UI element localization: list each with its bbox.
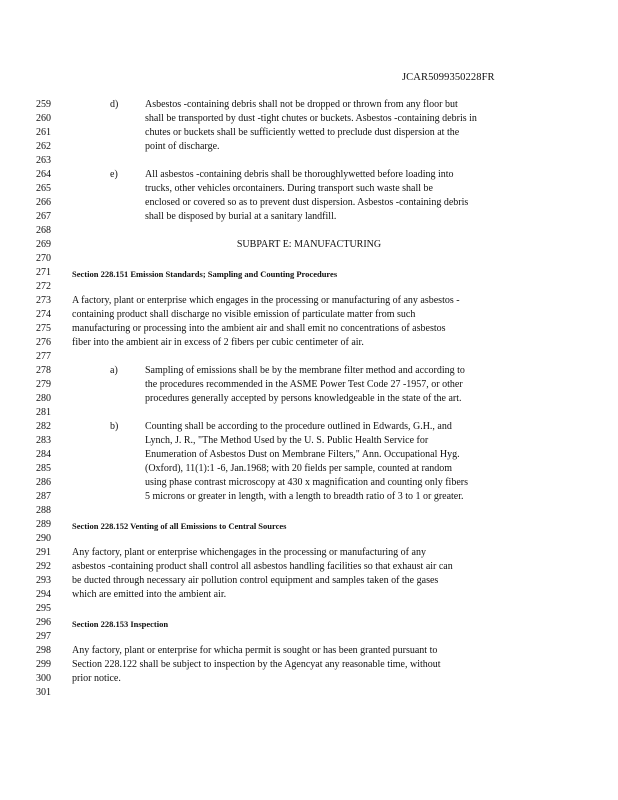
line-number: 267 bbox=[36, 211, 51, 222]
line-number: 269 bbox=[36, 239, 51, 250]
line-number: 275 bbox=[36, 323, 51, 334]
line-number: 289 bbox=[36, 519, 51, 530]
item-b-line: (Oxford), 11(1):1 -6, Jan.1968; with 20 fields per sample, counted at random bbox=[145, 463, 453, 474]
item-e-line: All asbestos -containing debris shall be thoroughlywetted before loading into bbox=[145, 169, 454, 180]
line-number: 291 bbox=[36, 547, 51, 558]
line-number: 272 bbox=[36, 281, 51, 292]
line-number: 297 bbox=[36, 631, 51, 642]
line-number: 300 bbox=[36, 673, 51, 684]
line-number: 262 bbox=[36, 141, 51, 152]
item-e-line: trucks, other vehicles orcontainers. During transport such waste shall be bbox=[145, 183, 433, 194]
section-151-para-line: containing product shall discharge no visible emission of particulate matter from such bbox=[72, 309, 416, 320]
line-number: 263 bbox=[36, 155, 51, 166]
line-number: 301 bbox=[36, 687, 51, 698]
item-d-line: point of discharge. bbox=[145, 141, 220, 152]
line-number: 282 bbox=[36, 421, 51, 432]
section-153-heading: Section 228.153 Inspection bbox=[72, 619, 169, 629]
line-number: 276 bbox=[36, 337, 51, 348]
line-number: 277 bbox=[36, 351, 51, 362]
section-153-para-line: Any factory, plant or enterprise for whicha permit is sought or has been granted pursuant to bbox=[72, 645, 438, 656]
item-d-label: d) bbox=[110, 99, 119, 110]
section-153-para-line: prior notice. bbox=[72, 673, 121, 684]
line-number: 268 bbox=[36, 225, 51, 236]
section-151-para-line: A factory, plant or enterprise which engages in the processing or manufacturing of any asbestos - bbox=[72, 295, 460, 306]
item-d-line: shall be transported by dust -tight chutes or buckets. Asbestos -containing debris in bbox=[145, 113, 477, 124]
line-number: 287 bbox=[36, 491, 51, 502]
line-number: 293 bbox=[36, 575, 51, 586]
line-number: 295 bbox=[36, 603, 51, 614]
section-152-para-line: be ducted through necessary air pollution control equipment and samples taken of the gases bbox=[72, 575, 439, 586]
section-152-para-line: asbestos -containing product shall control all asbestos handling facilities so that exhaust air can bbox=[72, 561, 453, 572]
section-152-heading: Section 228.152 Venting of all Emissions to Central Sources bbox=[72, 521, 287, 531]
line-number: 290 bbox=[36, 533, 51, 544]
item-b-line: Enumeration of Asbestos Dust on Membrane Filters," Ann. Occupational Hyg. bbox=[145, 449, 460, 460]
line-number: 299 bbox=[36, 659, 51, 670]
item-a-line: Sampling of emissions shall be by the membrane filter method and according to bbox=[145, 365, 465, 376]
line-number: 285 bbox=[36, 463, 51, 474]
section-152-para-line: which are emitted into the ambient air. bbox=[72, 589, 227, 600]
item-e-label: e) bbox=[110, 169, 118, 180]
line-number: 292 bbox=[36, 561, 51, 572]
line-number: 260 bbox=[36, 113, 51, 124]
line-number: 270 bbox=[36, 253, 51, 264]
line-number: 271 bbox=[36, 267, 51, 278]
item-d-line: Asbestos -containing debris shall not be dropped or thrown from any floor but bbox=[145, 99, 458, 110]
line-number: 259 bbox=[36, 99, 51, 110]
item-b-label: b) bbox=[110, 421, 119, 432]
subpart-heading: SUBPART E: MANUFACTURING bbox=[236, 239, 382, 250]
section-153-para-line: Section 228.122 shall be subject to inspection by the Agencyat any reasonable time, without bbox=[72, 659, 441, 670]
line-number: 283 bbox=[36, 435, 51, 446]
line-number: 266 bbox=[36, 197, 51, 208]
item-e-line: enclosed or covered so as to prevent dust dispersion. Asbestos -containing debris bbox=[145, 197, 469, 208]
item-a-line: procedures generally accepted by persons knowledgeable in the state of the art. bbox=[145, 393, 462, 404]
line-number: 265 bbox=[36, 183, 51, 194]
item-b-line: Lynch, J. R., "The Method Used by the U. S. Public Health Service for bbox=[145, 435, 429, 446]
line-number: 279 bbox=[36, 379, 51, 390]
line-number: 278 bbox=[36, 365, 51, 376]
item-d-line: chutes or buckets shall be sufficiently wetted to preclude dust dispersion at the bbox=[145, 127, 460, 138]
line-number: 296 bbox=[36, 617, 51, 628]
line-number: 273 bbox=[36, 295, 51, 306]
line-number: 294 bbox=[36, 589, 51, 600]
line-number: 280 bbox=[36, 393, 51, 404]
section-151-heading: Section 228.151 Emission Standards; Sampling and Counting Procedures bbox=[72, 269, 338, 279]
section-152-para-line: Any factory, plant or enterprise whichengages in the processing or manufacturing of any bbox=[72, 547, 426, 558]
line-number: 261 bbox=[36, 127, 51, 138]
section-151-para-line: manufacturing or processing into the ambient air and shall emit no concentrations of asbestos bbox=[72, 323, 446, 334]
item-a-label: a) bbox=[110, 365, 118, 376]
section-151-para-line: fiber into the ambient air in excess of 2 fibers per cubic centimeter of air. bbox=[72, 337, 364, 348]
item-b-line: Counting shall be according to the procedure outlined in Edwards, G.H., and bbox=[145, 421, 452, 432]
line-number: 288 bbox=[36, 505, 51, 516]
line-number: 281 bbox=[36, 407, 51, 418]
line-number: 284 bbox=[36, 449, 51, 460]
line-number: 298 bbox=[36, 645, 51, 656]
item-a-line: the procedures recommended in the ASME Power Test Code 27 -1957, or other bbox=[145, 379, 463, 390]
line-number: 264 bbox=[36, 169, 51, 180]
document-code: JCAR5099350228FR bbox=[402, 72, 495, 83]
item-b-line: 5 microns or greater in length, with a length to breadth ratio of 3 to 1 or greater. bbox=[145, 491, 464, 502]
line-number: 286 bbox=[36, 477, 51, 488]
line-number: 274 bbox=[36, 309, 51, 320]
item-e-line: shall be disposed by burial at a sanitary landfill. bbox=[145, 211, 337, 222]
item-b-line: using phase contrast microscopy at 430 x magnification and counting only fibers bbox=[145, 477, 468, 488]
